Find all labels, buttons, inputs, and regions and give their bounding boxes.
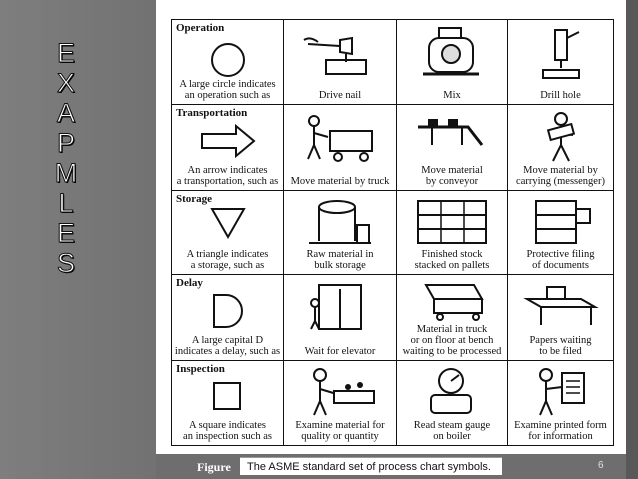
example-cell xyxy=(508,105,613,191)
example-caption: Mix xyxy=(443,90,461,101)
bulk-storage-tank-icon xyxy=(305,195,375,249)
row-title: Inspection xyxy=(176,363,225,375)
row-title: Transportation xyxy=(176,107,248,119)
example-caption: Examine material for quality or quantity xyxy=(295,420,385,442)
example-caption: Move material by carrying (messenger) xyxy=(516,165,605,187)
side-title-letter: L xyxy=(58,188,74,218)
d-symbol-icon xyxy=(208,291,248,331)
example-caption: Finished stock stacked on pallets xyxy=(414,249,490,271)
example-cell xyxy=(397,105,508,191)
example-caption: Material in truck or on floor at bench waiting to be processed xyxy=(402,324,502,357)
pallet-stack-icon xyxy=(412,195,492,249)
symbol-table xyxy=(171,19,614,446)
page-number: 6 xyxy=(598,460,604,471)
figure-label: Figure xyxy=(197,460,231,474)
figure-panel xyxy=(156,0,626,454)
example-cell xyxy=(284,191,397,275)
example-caption: Papers waiting to be filed xyxy=(529,335,592,357)
side-title-letter: E xyxy=(56,218,75,248)
symbol-caption: A large capital D indicates a delay, such as xyxy=(174,335,281,357)
side-title-letter: S xyxy=(56,248,75,278)
hammer-nail-icon xyxy=(300,26,380,78)
symbol-cell-operation xyxy=(172,20,284,105)
symbol-cell-storage xyxy=(172,191,284,275)
desk-papers-icon xyxy=(521,279,601,329)
example-cell xyxy=(397,20,508,105)
example-caption: Move material by truck xyxy=(290,176,390,187)
circle-symbol-icon xyxy=(208,40,248,80)
symbol-cell-transportation xyxy=(172,105,284,191)
messenger-icon xyxy=(531,109,591,165)
inspect-form-icon xyxy=(526,365,596,417)
mixer-icon xyxy=(417,24,487,80)
filing-cabinet-icon xyxy=(526,195,596,249)
steam-gauge-icon xyxy=(417,365,487,417)
example-caption: Examine printed form for information xyxy=(514,420,607,442)
row-title: Operation xyxy=(176,22,225,34)
example-cell xyxy=(508,361,613,445)
example-caption: Drill hole xyxy=(540,90,581,101)
symbol-cell-delay xyxy=(172,275,284,361)
hand-truck-icon xyxy=(300,109,380,165)
elevator-icon xyxy=(305,279,375,333)
square-symbol-icon xyxy=(210,379,246,415)
side-title-letter: M xyxy=(54,158,78,188)
drill-press-icon xyxy=(531,24,591,82)
example-cell xyxy=(508,20,613,105)
example-caption: Raw material in bulk storage xyxy=(306,249,374,271)
example-cell xyxy=(284,275,397,361)
symbol-cell-inspection xyxy=(172,361,284,445)
example-cell xyxy=(508,191,613,275)
symbol-caption: A large circle indicates an operation such as xyxy=(179,79,276,101)
figure-caption: The ASME standard set of process chart symbols. xyxy=(240,457,502,475)
example-cell xyxy=(397,275,508,361)
side-title-letter: A xyxy=(56,98,75,128)
example-cell xyxy=(284,361,397,445)
example-cell xyxy=(284,105,397,191)
side-title-letter: X xyxy=(56,68,75,98)
side-title xyxy=(54,38,78,278)
bench-truck-icon xyxy=(412,277,492,321)
example-caption: Protective filing of documents xyxy=(526,249,595,271)
row-title: Storage xyxy=(176,193,213,205)
triangle-symbol-icon xyxy=(208,205,248,241)
example-cell xyxy=(284,20,397,105)
symbol-caption: A triangle indicates a storage, such as xyxy=(186,249,269,271)
example-cell xyxy=(397,361,508,445)
example-cell xyxy=(508,275,613,361)
inspect-material-icon xyxy=(300,365,380,417)
example-caption: Read steam gauge on boiler xyxy=(413,420,491,442)
example-cell xyxy=(397,191,508,275)
symbol-caption: A square indicates an inspection such as xyxy=(183,420,272,442)
side-title-letter: E xyxy=(56,38,75,68)
arrow-symbol-icon xyxy=(198,123,258,159)
example-caption: Drive nail xyxy=(318,90,362,101)
side-title-letter: P xyxy=(56,128,75,158)
conveyor-icon xyxy=(412,111,492,161)
example-caption: Wait for elevator xyxy=(304,346,376,357)
example-caption: Move material by conveyor xyxy=(421,165,483,187)
symbol-caption: An arrow indicates a transportation, such as xyxy=(176,165,279,187)
row-title: Delay xyxy=(176,277,203,289)
